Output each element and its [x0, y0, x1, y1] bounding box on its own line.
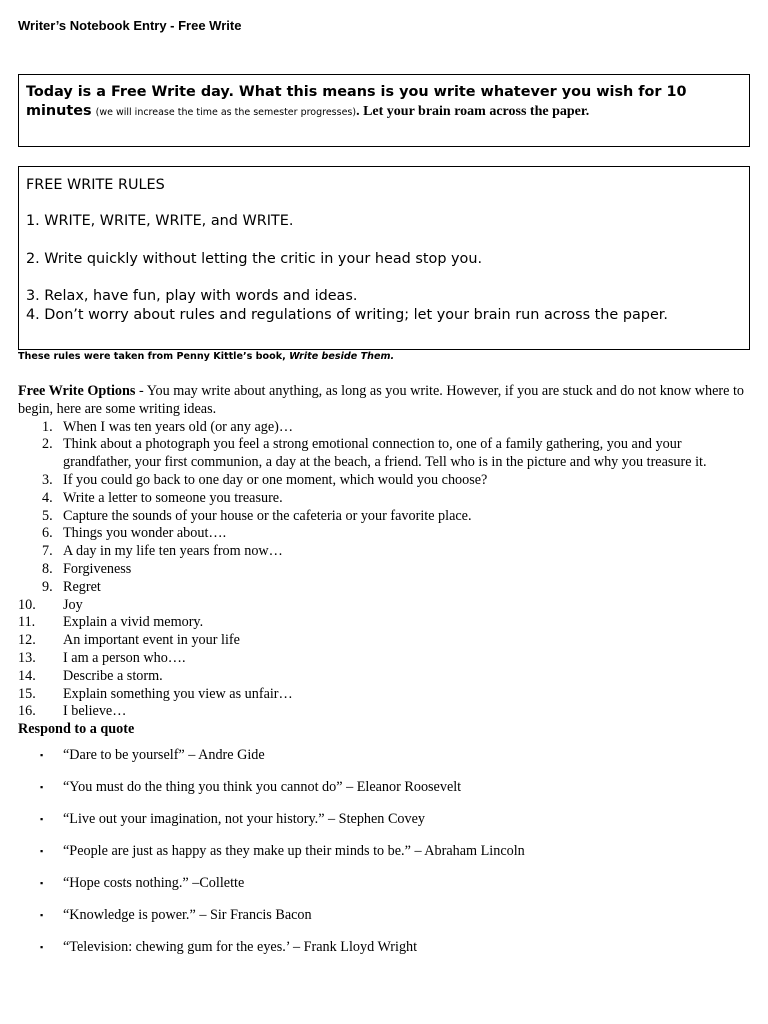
quote-item — [18, 747, 746, 779]
list-item-text: An important event in your life — [63, 632, 240, 649]
list-item-number — [18, 632, 63, 650]
quote-text: “Live out your imagination, not your history.” – Stephen Covey — [63, 810, 425, 827]
list-item-text: Explain a vivid memory. — [63, 614, 204, 631]
intro-text: Today is a Free Write day. What this means is you write whatever you wish for 10 minutes — [26, 84, 687, 119]
quote-text: “Dare to be yourself” – Andre Gide — [63, 746, 265, 763]
intro-note: (we will increase the time as the semester progresses) — [95, 107, 357, 118]
list-item-text: Capture the sounds of your house or the cafeteria or your favorite place. — [63, 507, 472, 524]
quote-text: “Hope costs nothing.” –Collette — [63, 874, 245, 891]
list-item-number-text: 6. — [42, 525, 53, 542]
list-item — [18, 472, 746, 490]
rule-item: 2. Write quickly without letting the critic in your head stop you. — [26, 251, 483, 267]
list-item-number — [18, 703, 63, 721]
list-item-number-text: 8. — [42, 560, 53, 577]
quote-item — [18, 939, 746, 971]
rules-title: FREE WRITE RULES — [26, 177, 165, 193]
list-item — [18, 543, 746, 561]
list-item — [18, 490, 746, 508]
list-item-number-text: 11. — [18, 614, 36, 631]
free-write-options — [18, 383, 746, 971]
square-bullet-icon: ▪ — [40, 909, 44, 920]
list-item-text: Explain something you view as unfair… — [63, 685, 293, 702]
list-item-text: Regret — [63, 578, 101, 595]
list-item-number-text: 10. — [18, 596, 36, 613]
square-bullet-icon: ▪ — [40, 813, 44, 824]
list-item-number-text: 13. — [18, 649, 36, 666]
list-item-number-text: 12. — [18, 632, 36, 649]
list-item-number — [18, 579, 63, 597]
rules-credit — [18, 351, 394, 362]
rule-item: 3. Relax, have fun, play with words and ideas. — [26, 288, 358, 304]
quote-item — [18, 907, 746, 939]
quote-text: “Television: chewing gum for the eyes.’ – Frank Lloyd Wright — [63, 938, 418, 955]
rules-box — [18, 166, 750, 350]
list-item — [18, 668, 746, 686]
list-item-text: A day in my life ten years from now… — [63, 543, 283, 560]
list-item-number-text: 7. — [42, 543, 53, 560]
list-item — [18, 650, 746, 668]
list-item-text: Describe a storm. — [63, 667, 163, 684]
list-item-text: I believe… — [63, 703, 127, 720]
list-item-number — [18, 543, 63, 561]
list-item-number — [18, 508, 63, 526]
list-item — [18, 686, 746, 704]
list-item-number-text: 9. — [42, 578, 53, 595]
square-bullet-icon: ▪ — [40, 749, 44, 760]
list-item-number — [18, 614, 63, 632]
intro-tail: . Let your brain roam across the paper. — [356, 104, 590, 119]
list-item-text: Forgiveness — [63, 560, 132, 577]
list-item-number-text: 3. — [42, 471, 53, 488]
list-item — [18, 579, 746, 597]
quote-item — [18, 875, 746, 907]
quote-item — [18, 811, 746, 843]
credit-text: These rules were taken from Penny Kittle’s book, — [18, 351, 290, 362]
list-item-number-text: 16. — [18, 703, 36, 720]
list-item-text: Write a letter to someone you treasure. — [63, 489, 283, 506]
credit-book-title: Write beside Them. — [289, 351, 395, 362]
quote-text: “People are just as happy as they make up their minds to be.” – Abraham Lincoln — [63, 842, 525, 859]
list-item — [18, 703, 746, 721]
list-item-number-text: 2. — [42, 436, 53, 453]
quotes-heading: Respond to a quote — [18, 721, 135, 738]
list-item — [18, 632, 746, 650]
list-item-number-text: 15. — [18, 685, 36, 702]
list-item — [18, 508, 746, 526]
rule-item: 4. Don’t worry about rules and regulations of writing; let your brain run across the paper. — [26, 307, 668, 323]
list-item-number — [18, 650, 63, 668]
list-item-text: Joy — [63, 596, 83, 613]
list-item-number — [18, 436, 63, 472]
list-item-text: Things you wonder about…. — [63, 525, 227, 542]
quotes-list — [18, 747, 746, 971]
list-item-text: I am a person who…. — [63, 649, 186, 666]
intro-box — [18, 74, 750, 147]
list-item-text: Think about a photograph you feel a strong emotional connection to, one of a family gathering, you and your grandfather, your first communion, a day at the beach, a friend. Tell who is in the picture and why you treasure it. — [63, 436, 707, 471]
list-item — [18, 436, 746, 472]
quote-text: “Knowledge is power.” – Sir Francis Bacon — [63, 906, 312, 923]
square-bullet-icon: ▪ — [40, 941, 44, 952]
list-item-number — [18, 525, 63, 543]
page-title: Writer’s Notebook Entry - Free Write — [18, 18, 242, 33]
options-intro-text: - You may write about anything, as long as you write. However, if you are stuck and do not know where to begin, here are some writing ideas. — [18, 383, 745, 417]
list-item-number-text: 14. — [18, 667, 36, 684]
rule-item: 1. WRITE, WRITE, WRITE, and WRITE. — [26, 213, 294, 229]
square-bullet-icon: ▪ — [40, 877, 44, 888]
list-item-text: If you could go back to one day or one moment, which would you choose? — [63, 471, 488, 488]
list-item — [18, 419, 746, 437]
options-intro — [18, 383, 746, 419]
writing-ideas-list — [18, 419, 746, 722]
list-item — [18, 561, 746, 579]
square-bullet-icon: ▪ — [40, 845, 44, 856]
quote-item — [18, 779, 746, 811]
options-heading: Free Write Options — [18, 383, 136, 399]
quote-text: “You must do the thing you think you cannot do” – Eleanor Roosevelt — [63, 778, 462, 795]
list-item — [18, 525, 746, 543]
square-bullet-icon: ▪ — [40, 781, 44, 792]
list-item-number — [18, 419, 63, 437]
list-item-number — [18, 597, 63, 615]
quote-item — [18, 843, 746, 875]
list-item-number-text: 5. — [42, 507, 53, 524]
list-item-number — [18, 490, 63, 508]
list-item-number — [18, 561, 63, 579]
list-item-text: When I was ten years old (or any age)… — [63, 418, 294, 435]
list-item-number-text: 1. — [42, 418, 53, 435]
list-item — [18, 597, 746, 615]
list-item — [18, 614, 746, 632]
list-item-number-text: 4. — [42, 489, 53, 506]
list-item-number — [18, 472, 63, 490]
list-item-number — [18, 686, 63, 704]
list-item-number — [18, 668, 63, 686]
